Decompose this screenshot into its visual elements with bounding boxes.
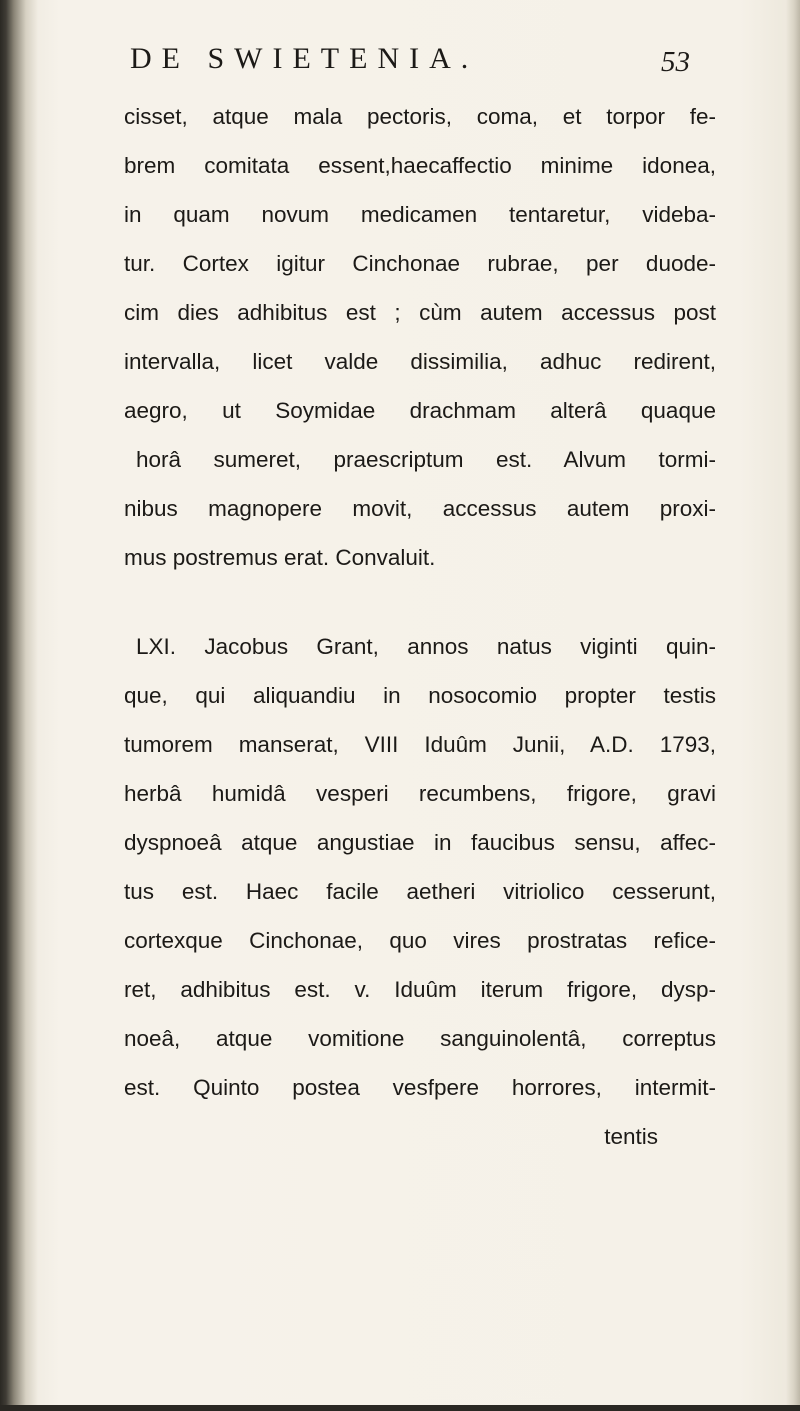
bottom-edge bbox=[0, 1405, 800, 1411]
text-line: tus est. Haec facile aetheri vitriolico cesserunt, bbox=[124, 879, 716, 904]
text-line: ret, adhibitus est. v. Iduûm iterum frigore, dysp- bbox=[124, 977, 716, 1002]
text-line: horâ sumeret, praescriptum est. Alvum tormi- bbox=[136, 447, 716, 472]
text-line: LXI. Jacobus Grant, annos natus viginti quin- bbox=[136, 634, 716, 659]
text-line: herbâ humidâ vesperi recumbens, frigore, gravi bbox=[124, 781, 716, 806]
text-line: cim dies adhibitus est ; cùm autem accessus post bbox=[124, 300, 716, 325]
text-line: que, qui aliquandiu in nosocomio propter testis bbox=[124, 683, 716, 708]
page-header bbox=[130, 40, 690, 90]
text-line: est. Quinto postea vesfpere horrores, intermit- bbox=[124, 1075, 716, 1100]
text-line: brem comitata essent,haecaffectio minime idonea, bbox=[124, 153, 716, 178]
page-edge bbox=[786, 0, 800, 1411]
text-line: intervalla, licet valde dissimilia, adhuc redirent, bbox=[124, 349, 716, 374]
catchword: tentis bbox=[604, 1124, 658, 1149]
paragraph-gap bbox=[124, 582, 716, 622]
paragraph-1 bbox=[124, 92, 716, 582]
text-line: aegro, ut Soymidae drachmam alterâ quaque bbox=[124, 398, 716, 423]
text-line: nibus magnopere movit, accessus autem proxi- bbox=[124, 496, 716, 521]
text-line: cisset, atque mala pectoris, coma, et torpor fe- bbox=[124, 104, 716, 129]
book-spine-shadow bbox=[0, 0, 38, 1411]
text-line: cortexque Cinchonae, quo vires prostratas refice- bbox=[124, 928, 716, 953]
page-number: 53 bbox=[661, 46, 690, 78]
paragraph-2 bbox=[124, 622, 716, 1161]
text-line: dyspnoeâ atque angustiae in faucibus sensu, affec- bbox=[124, 830, 716, 855]
text-line: noeâ, atque vomitione sanguinolentâ, correptus bbox=[124, 1026, 716, 1051]
text-line: mus postremus erat. Convaluit. bbox=[124, 545, 436, 570]
text-line: tur. Cortex igitur Cinchonae rubrae, per duode- bbox=[124, 251, 716, 276]
body-text bbox=[124, 92, 716, 1161]
running-title: DE SWIETENIA. bbox=[130, 42, 479, 75]
text-line: tumorem manserat, VIII Iduûm Junii, A.D. 1793, bbox=[124, 732, 716, 757]
text-line: in quam novum medicamen tentaretur, videba- bbox=[124, 202, 716, 227]
